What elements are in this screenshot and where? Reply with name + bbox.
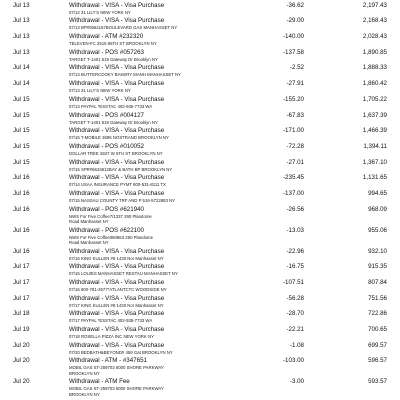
- transaction-row: [0, 1, 400, 17]
- transaction-amount: -27.01: [286, 158, 304, 166]
- transaction-row: [0, 247, 400, 263]
- transaction-balance: 968.09: [368, 205, 387, 213]
- transaction-balance: 2,028.43: [362, 33, 387, 41]
- transaction-row: [0, 16, 400, 32]
- transaction-balance: 700.65: [368, 326, 387, 334]
- transaction-balance: 1,394.11: [363, 142, 387, 150]
- transaction-date: Jul 16: [13, 226, 30, 234]
- transaction-amount: -107.51: [283, 279, 304, 286]
- transaction-balance: 751.56: [368, 294, 387, 302]
- transaction-description: Withdrawal - VISA - Visa Purchase: [69, 80, 165, 88]
- transaction-description: Withdrawal - VISA - Visa Purchase: [69, 1, 165, 9]
- transaction-date: Jul 13: [13, 17, 30, 25]
- transaction-row: [0, 226, 400, 247]
- transaction-row: [0, 189, 400, 205]
- transaction-amount: -2.52: [289, 64, 304, 72]
- transaction-amount: -137.00: [283, 189, 304, 197]
- transaction-date: Jul 14: [13, 64, 30, 72]
- transaction-date: Jul 19: [13, 326, 30, 334]
- transaction-date: Jul 13: [13, 1, 30, 9]
- transaction-detail: Road Manhasset NY: [69, 239, 109, 245]
- transaction-amount: -36.62: [286, 1, 304, 9]
- transaction-date: Jul 15: [13, 95, 30, 103]
- transaction-detail: TARGET T-1401 519 Gateway Dr Brooklyn NY: [69, 56, 158, 62]
- transaction-amount: -3.00: [289, 378, 304, 386]
- transaction-detail: 07/13 BP#0662167BOULEVARD GAS MANHASSET NY: [69, 25, 178, 31]
- transaction-detail: TELEVEN-FC 2515 86TH ST BROOKLYN NY: [69, 41, 157, 47]
- transaction-row: [0, 377, 400, 398]
- transaction-description: Withdrawal - POS #621940: [69, 205, 144, 213]
- transaction-description: Withdrawal - VISA - Visa Purchase: [69, 247, 165, 255]
- transaction-amount: -22.96: [286, 247, 304, 255]
- transaction-detail: 07/15 SPR#6634612BAY & BATH BP BROOKLYN NY: [69, 166, 173, 172]
- transaction-detail: MOBIL GAS ST-259703 6000 SHORE PARKWAY: [69, 365, 164, 371]
- transaction-date: Jul 20: [13, 357, 30, 365]
- transaction-detail: MOBIL GAS ST-259703 6000 SHORE PARKWAY: [69, 386, 164, 392]
- transaction-description: Withdrawal - VISA - Visa Purchase: [69, 158, 165, 166]
- transaction-balance: 932.10: [368, 247, 387, 255]
- transaction-balance: 1,888.33: [362, 64, 387, 72]
- transaction-amount: -155.20: [283, 95, 304, 103]
- transaction-date: Jul 15: [13, 158, 30, 166]
- transaction-row: [0, 294, 400, 310]
- transaction-description: Withdrawal - VISA - Visa Purchase: [69, 326, 165, 334]
- transaction-description: Withdrawal - VISA - Visa Purchase: [69, 17, 165, 25]
- transaction-row: [0, 356, 400, 377]
- transaction-date: Jul 20: [13, 378, 30, 386]
- transaction-description: Withdrawal - VISA - Visa Purchase: [69, 279, 165, 286]
- transaction-description: Withdrawal - POS #004127: [69, 111, 144, 119]
- transaction-amount: -28.70: [286, 310, 304, 318]
- transaction-date: Jul 16: [13, 174, 30, 182]
- transaction-date: Jul 18: [13, 310, 30, 318]
- transaction-date: Jul 17: [13, 279, 30, 286]
- transaction-balance: 1,367.10: [362, 158, 387, 166]
- transaction-row: [0, 205, 400, 226]
- transaction-row: [0, 48, 400, 64]
- transaction-detail: 07/15 LOUIES MANHASSET RESTAU MANHASSET NY: [69, 271, 178, 277]
- transaction-detail: 07/13 BUTTERCOOKY BAKERY MANH MANHASSET NY: [69, 72, 181, 78]
- transaction-amount: -140.00: [283, 33, 304, 41]
- transaction-detail: 07/17 KING KULLEN #8 1430 Nor Manhasset NY: [69, 302, 164, 308]
- transaction-date: Jul 16: [13, 205, 30, 213]
- transaction-amount: -137.58: [283, 48, 304, 56]
- transaction-detail: 07/14 USAA INSURANCE PYMT 800-531-8111 TX: [69, 182, 166, 188]
- transaction-description: Withdrawal - POS #057263: [69, 48, 144, 56]
- transaction-description: Withdrawal - VISA - Visa Purchase: [69, 64, 165, 72]
- transaction-description: Withdrawal - POS #622100: [69, 226, 144, 234]
- transaction-balance: 1,131.65: [362, 174, 387, 182]
- transaction-row: [0, 95, 400, 111]
- transaction-detail: 07/17 PAYPAL *ESSTAC 402-935-7733 WA: [69, 318, 153, 324]
- transaction-description: Withdrawal - VISA - Visa Purchase: [69, 263, 165, 271]
- transaction-date: Jul 17: [13, 263, 30, 271]
- transaction-description: Withdrawal - VISA - Visa Purchase: [69, 341, 165, 349]
- transaction-amount: -29.00: [286, 17, 304, 25]
- transaction-date: Jul 17: [13, 294, 30, 302]
- transaction-balance: 1,890.85: [362, 48, 387, 56]
- transaction-description: Withdrawal - ATM #232320: [69, 33, 144, 41]
- transaction-description: Withdrawal - ATM Fee: [69, 378, 130, 386]
- transaction-date: Jul 15: [13, 127, 30, 135]
- transaction-date: Jul 20: [13, 341, 30, 349]
- transaction-balance: 915.35: [368, 263, 387, 271]
- transaction-detail: 07/18 ROSELLA PIZZA INC NEW YORK NY: [69, 334, 154, 340]
- transaction-row: [0, 341, 400, 357]
- transaction-row: [0, 309, 400, 325]
- transaction-amount: -1.08: [289, 341, 304, 349]
- transaction-amount: -56.28: [286, 294, 304, 302]
- transaction-row: [0, 126, 400, 142]
- transaction-balance: 1,860.42: [362, 80, 387, 88]
- transaction-description: Withdrawal - VISA - Visa Purchase: [69, 189, 165, 197]
- transaction-amount: -27.91: [286, 80, 304, 88]
- transaction-row: [0, 32, 400, 48]
- transaction-date: Jul 15: [13, 142, 30, 150]
- transaction-date: Jul 14: [13, 80, 30, 88]
- transaction-description: Withdrawal - VISA - Visa Purchase: [69, 95, 165, 103]
- transaction-amount: -67.83: [286, 111, 304, 119]
- transaction-row: [0, 111, 400, 127]
- transaction-detail: NWS For Five Coffee7/1337 290 Plandome: [69, 213, 152, 219]
- transaction-balance: 2,168.43: [362, 17, 387, 25]
- transaction-description: Withdrawal - POS #010052: [69, 142, 144, 150]
- transaction-amount: -103.00: [283, 357, 304, 365]
- transaction-balance: 722.86: [368, 310, 387, 318]
- transaction-balance: 699.57: [368, 341, 387, 349]
- transaction-detail: TARGET T-1401 519 Gateway Dr Brooklyn NY: [69, 119, 158, 125]
- transaction-row: [0, 158, 400, 174]
- transaction-date: Jul 16: [13, 189, 30, 197]
- transaction-detail: 07/13 PAYPAL *ESSTAC 402-935-7733 WA: [69, 103, 153, 109]
- transaction-balance: 2,197.43: [362, 1, 387, 9]
- transaction-description: Withdrawal - VISA - Visa Purchase: [69, 174, 165, 182]
- transaction-balance: 593.57: [368, 378, 387, 386]
- transaction-detail: 07/15 T-MOBILE 3696 NOSTRAND BROOKLYN NY: [69, 135, 169, 141]
- transaction-amount: -26.56: [286, 205, 304, 213]
- transaction-amount: -13.03: [286, 226, 304, 234]
- transaction-detail: NWS For Five Coffee080863 290 Plandome: [69, 234, 153, 240]
- transaction-balance: 596.57: [368, 357, 387, 365]
- transaction-description: Withdrawal - ATM - #347651: [69, 357, 147, 365]
- transaction-amount: -22.21: [286, 326, 304, 334]
- transaction-amount: -235.45: [283, 174, 304, 182]
- transaction-amount: -171.00: [283, 127, 304, 135]
- transaction-description: Withdrawal - VISA - Visa Purchase: [69, 127, 165, 135]
- transaction-row: [0, 262, 400, 278]
- transaction-balance: 1,705.22: [362, 95, 387, 103]
- transaction-row: [0, 173, 400, 189]
- transaction-row: [0, 325, 400, 341]
- transaction-balance: 955.06: [368, 226, 387, 234]
- transaction-detail: DOLLAR TREE 2847 W 6TH ST BROOKLYN NY: [69, 150, 163, 156]
- transaction-date: Jul 13: [13, 48, 30, 56]
- transaction-detail: 07/13 31 LILY'S NEW YORK NY: [69, 88, 131, 94]
- transaction-description: Withdrawal - VISA - Visa Purchase: [69, 294, 165, 302]
- transaction-balance: 994.65: [368, 189, 387, 197]
- transaction-description: Withdrawal - VISA - Visa Purchase: [69, 310, 165, 318]
- transaction-detail: Road Manhasset NY: [69, 218, 109, 224]
- transaction-row: [0, 79, 400, 95]
- transaction-amount: -16.75: [286, 263, 304, 271]
- transaction-amount: -72.28: [286, 142, 304, 150]
- transaction-detail: 07/20 BEDBATH&BEYOND# 459 Gat BROOKLYN NY: [69, 349, 173, 355]
- transaction-balance: 1,466.39: [362, 127, 387, 135]
- transaction-detail: 07/12 31 LILY'S NEW YORK NY: [69, 9, 131, 15]
- transaction-row: [0, 142, 400, 158]
- transaction-date: Jul 15: [13, 111, 30, 119]
- transaction-date: Jul 13: [13, 33, 30, 41]
- transaction-detail: 07/16 KING KULLEN #8 1430 Nor Manhasset NY: [69, 255, 164, 261]
- transaction-detail: 07/16 800-781-2677*ATLANTCTC WOODSIDE NY: [69, 287, 167, 292]
- transaction-detail: 07/15 NASSAU COUNTY TRF AND P 516-5722883 NY: [69, 197, 176, 203]
- transaction-balance: 807.84: [368, 279, 387, 286]
- transaction-balance: 1,637.39: [362, 111, 387, 119]
- transaction-detail: BROOKLYN NY: [69, 370, 100, 376]
- transaction-date: Jul 16: [13, 247, 30, 255]
- transaction-row: [0, 278, 400, 294]
- transaction-detail: BROOKLYN NY: [69, 391, 100, 397]
- transaction-row: [0, 63, 400, 79]
